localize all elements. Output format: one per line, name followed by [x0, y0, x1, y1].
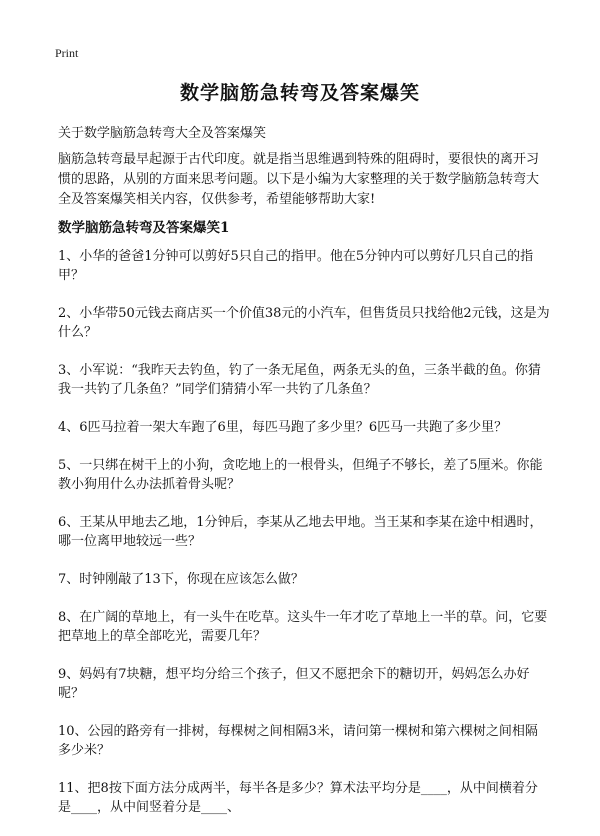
question-item-9: 9、妈妈有7块糖，想平均分给三个孩子，但又不愿把余下的糖切开，妈妈怎么办好呢？	[58, 667, 530, 701]
print-link[interactable]: Print	[55, 46, 79, 60]
question-list	[58, 247, 550, 836]
intro-paragraph: 脑筋急转弯最早起源于古代印度。就是指当思维遇到特殊的阻碍时，要很快的离开习惯的思路，从别的方面来思考问题。以下是小编为大家整理的关于数学脑筋急转弯大全及答案爆笑相关内容，仅供参考，希望能够帮助大家!	[58, 152, 540, 207]
question-item-5: 5、一只绑在树干上的小狗，贪吃地上的一根骨头，但绳子不够长，差了5厘米。你能教小狗用什么办法抓着骨头呢？	[58, 458, 543, 492]
question-item-11: 11、把8按下面方法分成两半，每半各是多少？算术法平均分是____，从中间横着分是____，从中间竖着分是____、	[58, 781, 538, 815]
question-item-8: 8、在广阔的草地上，有一头牛在吃草。这头牛一年才吃了草地上一半的草。问，它要把草地上的草全部吃光，需要几年？	[58, 610, 548, 644]
question-item-6: 6、王某从甲地去乙地，1分钟后，李某从乙地去甲地。当王某和李某在途中相遇时，哪一位离甲地较远一些？	[58, 515, 543, 549]
question-item-7: 7、时钟刚敲了13下，你现在应该怎么做？	[58, 572, 304, 587]
question-item-3: 3、小军说：“我昨天去钓鱼，钓了一条无尾鱼，两条无头的鱼，三条半截的鱼。你猜我一共钓了几条鱼？”同学们猜猜小军一共钓了几条鱼？	[58, 363, 541, 397]
page-title: 数学脑筋急转弯及答案爆笑	[179, 82, 420, 104]
question-item-10: 10、公园的路旁有一排树，每棵树之间相隔3米，请问第一棵树和第六棵树之间相隔多少米？	[58, 724, 538, 758]
page-subtitle: 关于数学脑筋急转弯大全及答案爆笑	[58, 126, 267, 141]
question-item-1: 1、小华的爸爸1分钟可以剪好5只自己的指甲。他在5分钟内可以剪好几只自己的指甲？	[58, 249, 534, 283]
question-item-2: 2、小华带50元钱去商店买一个价值38元的小汽车，但售货员只找给他2元钱，这是为什么？	[58, 306, 550, 340]
section-heading: 数学脑筋急转弯及答案爆笑1	[58, 220, 230, 236]
question-item-4: 4、6匹马拉着一架大车跑了6里，每匹马跑了多少里？6匹马一共跑了多少里？	[58, 420, 508, 435]
